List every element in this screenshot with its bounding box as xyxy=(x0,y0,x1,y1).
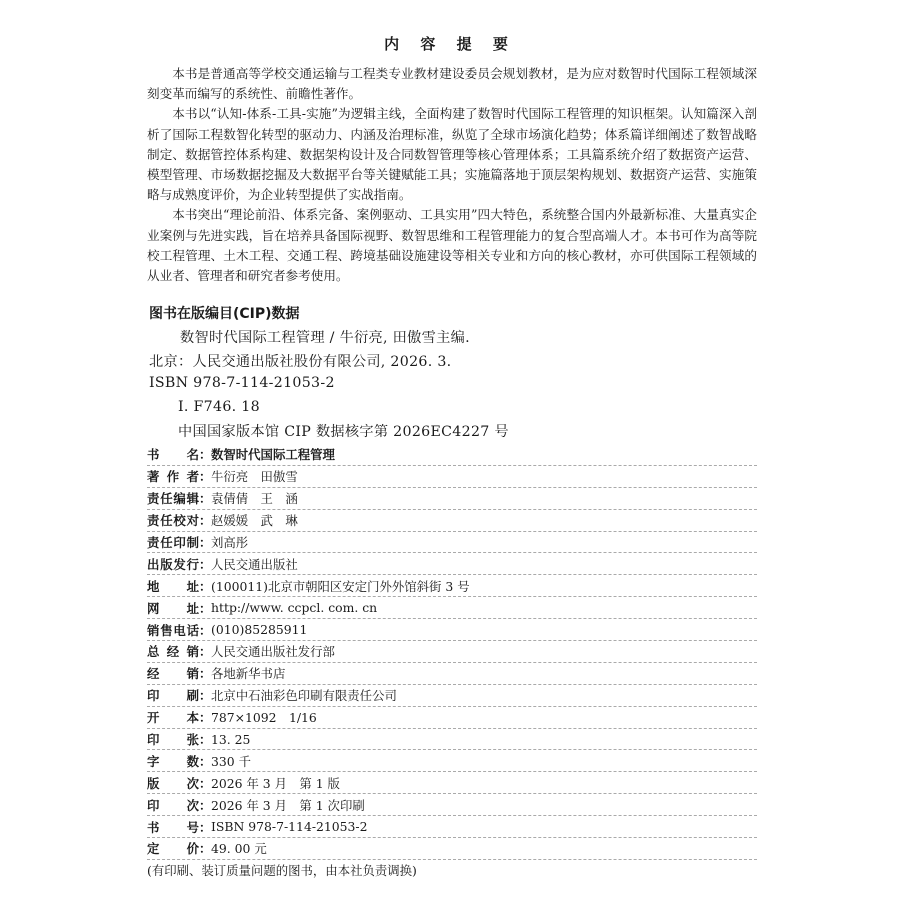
cip-publisher-line: 北京：人民交通出版社股份有限公司, 2026. 3. xyxy=(149,354,452,370)
colophon-row-value: 北京中石油彩色印刷有限责任公司 xyxy=(211,688,397,704)
colophon-row-colon: ： xyxy=(199,753,212,769)
colophon-row-colon: ： xyxy=(199,469,212,485)
colophon-row-value: 人民交通出版社发行部 xyxy=(211,644,335,660)
colophon-row xyxy=(147,466,757,488)
colophon-row xyxy=(147,575,757,597)
colophon-row-label: 责 任 校 对 xyxy=(147,513,199,529)
colophon-row-colon: ： xyxy=(199,491,212,507)
colophon-row-label: 责 任 编 辑 xyxy=(147,491,199,507)
colophon-row xyxy=(147,750,757,772)
colophon-row xyxy=(147,553,757,575)
colophon-row-colon: ： xyxy=(199,447,212,463)
colophon-row-label: 书 名 xyxy=(147,447,199,463)
colophon-row-label: 版 次 xyxy=(147,775,199,791)
colophon-row xyxy=(147,729,757,751)
colophon-row xyxy=(147,488,757,510)
colophon-row-label: 印 刷 xyxy=(147,688,199,704)
colophon-row-label: 销 售 电 话 xyxy=(147,622,199,638)
colophon-row-value: 2026 年 3 月 第 1 次印刷 xyxy=(211,797,365,813)
colophon-row-colon: ： xyxy=(199,644,212,660)
colophon-row-value: 各地新华书店 xyxy=(211,666,286,682)
colophon-row-value: 数智时代国际工程管理 xyxy=(211,447,335,463)
cip-heading: 图书在版编目(CIP)数据 xyxy=(149,306,300,322)
colophon-row-value: (010)85285911 xyxy=(211,622,308,638)
colophon-row-label: 字 数 xyxy=(147,753,199,769)
colophon-row-label: 定 价 xyxy=(147,841,199,857)
colophon-row-colon: ： xyxy=(199,600,212,616)
cip-class-line: Ⅰ. F746. 18 xyxy=(178,399,260,415)
colophon-row xyxy=(147,619,757,641)
colophon-row-colon: ： xyxy=(199,556,212,572)
colophon-row-label: 责 任 印 制 xyxy=(147,535,199,550)
colophon-table xyxy=(147,444,757,881)
colophon-row-colon: ： xyxy=(199,666,212,682)
colophon-row-label: 书 号 xyxy=(147,819,199,835)
colophon-row-colon: ： xyxy=(199,797,212,813)
colophon-row xyxy=(147,510,757,532)
colophon-row-value: 牛衍亮 田傲雪 xyxy=(211,469,298,485)
colophon-note: (有印刷、装订质量问题的图书，由本社负责调换) xyxy=(147,863,417,879)
colophon-row-label: 著 作 者 xyxy=(147,469,199,485)
colophon-row-label: 印 次 xyxy=(147,797,199,813)
colophon-row-label: 出 版 发 行 xyxy=(147,556,199,572)
summary-paragraph-3: 本书突出“理论前沿、体系完备、案例驱动、工具实用”四大特色，系统整合国内外最新标准、大量真实企业案例与先进实践，旨在培养具备国际视野、数智思维和工程管理能力的复合型高端人才。本书可作为高等院校工程管理、土木工程、交通工程、跨境基础设施建设等相关专业和方向的核心教材，亦可供国际工程领域的从业者、管理者和研究者参考使用。 xyxy=(147,207,757,284)
colophon-row xyxy=(147,816,757,838)
summary-paragraph-1: 本书是普通高等学校交通运输与工程类专业教材建设委员会规划教材，是为应对数智时代国际工程领域深刻变革而编写的系统性、前瞻性著作。 xyxy=(147,66,757,102)
colophon-row-value: 49. 00 元 xyxy=(211,841,267,857)
colophon-row-value: 330 千 xyxy=(211,753,251,769)
colophon-row-colon: ： xyxy=(199,688,212,704)
colophon-row xyxy=(147,663,757,685)
colophon-row-label: 经 销 xyxy=(147,666,199,682)
colophon-row xyxy=(147,444,757,466)
cip-title-line: 数智时代国际工程管理 / 牛衍亮, 田傲雪主编. xyxy=(180,330,470,346)
colophon-row-value: 赵媛媛 武 琳 xyxy=(211,513,298,529)
colophon-row xyxy=(147,597,757,619)
colophon-row xyxy=(147,838,757,860)
colophon-row-value: http://www. ccpcl. com. cn xyxy=(211,600,378,616)
colophon-row-label: 网 址 xyxy=(147,600,199,616)
colophon-row-colon: ： xyxy=(199,710,212,726)
colophon-row-value: 2026 年 3 月 第 1 版 xyxy=(211,775,340,791)
colophon-row-colon: ： xyxy=(199,578,212,594)
colophon-row-value: 人民交通出版社 xyxy=(211,556,298,572)
colophon-row-colon: ： xyxy=(199,775,212,791)
summary-body xyxy=(147,64,757,286)
colophon-row-value: ISBN 978-7-114-21053-2 xyxy=(211,819,368,835)
colophon-row-label: 总 经 销 xyxy=(147,644,199,660)
summary-heading: 内 容 提 要 xyxy=(384,35,516,53)
colophon-row-value: 787×1092 1/16 xyxy=(211,710,317,726)
colophon-row-colon: ： xyxy=(199,513,212,529)
colophon-row-colon: ： xyxy=(199,819,212,835)
colophon-row-colon: ： xyxy=(199,622,212,638)
colophon-row xyxy=(147,794,757,816)
colophon-row-label: 开 本 xyxy=(147,710,199,726)
colophon-row-value: 13. 25 xyxy=(211,731,251,747)
cip-approval-line: 中国国家版本馆 CIP 数据核字第 2026EC4227 号 xyxy=(178,424,509,440)
colophon-row-label: 印 张 xyxy=(147,732,199,748)
colophon-row xyxy=(147,772,757,794)
summary-paragraph-2: 本书以“认知-体系-工具-实施”为逻辑主线，全面构建了数智时代国际工程管理的知识框架。认知篇深入剖析了国际工程数智化转型的驱动力、内涵及治理标准，纵览了全球市场演化趋势；体系篇详细阐述了数智战略制定、数据管控体系构建、数据架构设计及合同数智管理等核心管理体系；工具篇系统介绍了数据资产运营、模型管理、市场数据挖掘及大数据平台等关键赋能工具；实施篇落地于顶层架构规划、数据资产运营、实施策略与成熟度评价，为企业转型提供了实战指南。 xyxy=(147,106,757,203)
colophon-row-value: (100011)北京市朝阳区安定门外外馆斜街 3 号 xyxy=(211,578,470,594)
colophon-row-colon: ： xyxy=(199,732,212,748)
colophon-row-value: 刘高彤 xyxy=(211,535,249,550)
colophon-row xyxy=(147,641,757,663)
colophon-row xyxy=(147,685,757,707)
colophon-row-label: 地 址 xyxy=(147,578,199,594)
colophon-row-colon: ： xyxy=(199,535,212,550)
colophon-row-value: 袁倩倩 王 涵 xyxy=(211,491,298,507)
cip-isbn-line: ISBN 978-7-114-21053-2 xyxy=(149,375,335,391)
colophon-row xyxy=(147,532,757,554)
colophon-row xyxy=(147,707,757,729)
colophon-row-colon: ： xyxy=(199,841,212,857)
